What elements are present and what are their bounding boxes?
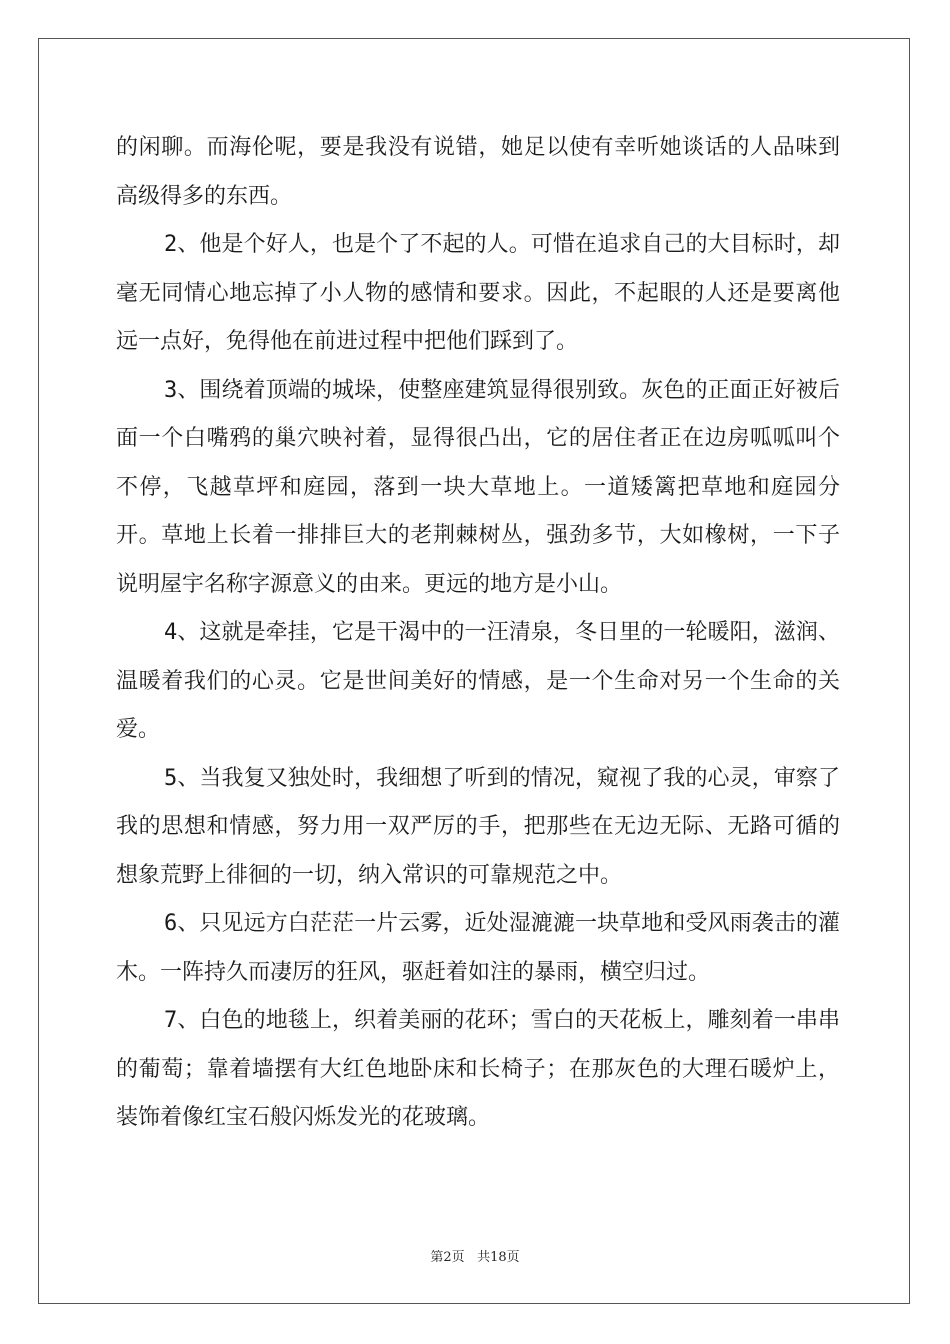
- paragraph-2: 2、他是个好人，也是个了不起的人。可惜在追求自己的大目标时，却毫无同情心地忘掉了小人物的感情和要求。因此，不起眼的人还是要离他远一点好，免得他在前进过程中把他们踩到了。: [116, 232, 840, 354]
- paragraph-4: 4、这就是牵挂，它是干渴中的一汪清泉，冬日里的一轮暖阳，滋润、温暖着我们的心灵。它是世间美好的情感，是一个生命对另一个生命的关爱。: [116, 620, 840, 742]
- paragraph-5: 5、当我复又独处时，我细想了听到的情况，窥视了我的心灵，审察了我的思想和情感，努力用一双严厉的手，把那些在无边无际、无路可循的想象荒野上徘徊的一切，纳入常识的可靠规范之中。: [116, 765, 840, 888]
- page-total: 共18页: [477, 1250, 520, 1265]
- paragraph-1: 的闲聊。而海伦呢，要是我没有说错，她足以使有幸听她谈话的人品味到高级得多的东西。: [116, 135, 840, 209]
- footer-separator: [465, 1250, 477, 1265]
- page-number: 第2页: [430, 1250, 465, 1265]
- document-body: [116, 124, 840, 1143]
- paragraph-7: 7、白色的地毯上，织着美丽的花环；雪白的天花板上，雕刻着一串串的葡萄；靠着墙摆有大红色地卧床和长椅子；在那灰色的大理石暖炉上，装饰着像红宝石般闪烁发光的花玻璃。: [116, 1008, 840, 1130]
- paragraph-6: 6、只见远方白茫茫一片云雾，近处湿漉漉一块草地和受风雨袭击的灌木。一阵持久而凄厉的狂风，驱赶着如注的暴雨，横空归过。: [116, 911, 840, 985]
- paragraph-3: 3、围绕着顶端的城垛，使整座建筑显得很别致。灰色的正面正好被后面一个白嘴鸦的巢穴映衬着，显得很凸出，它的居住者正在边房呱呱叫个不停，飞越草坪和庭园，落到一块大草地上。一道矮篱把草地和庭园分开。草地上长着一排排巨大的老荆棘树丛，强劲多节，大如橡树，一下子说明屋宇名称字源意义的由来。更远的地方是小山。: [116, 377, 840, 597]
- page-footer: [0, 1246, 950, 1265]
